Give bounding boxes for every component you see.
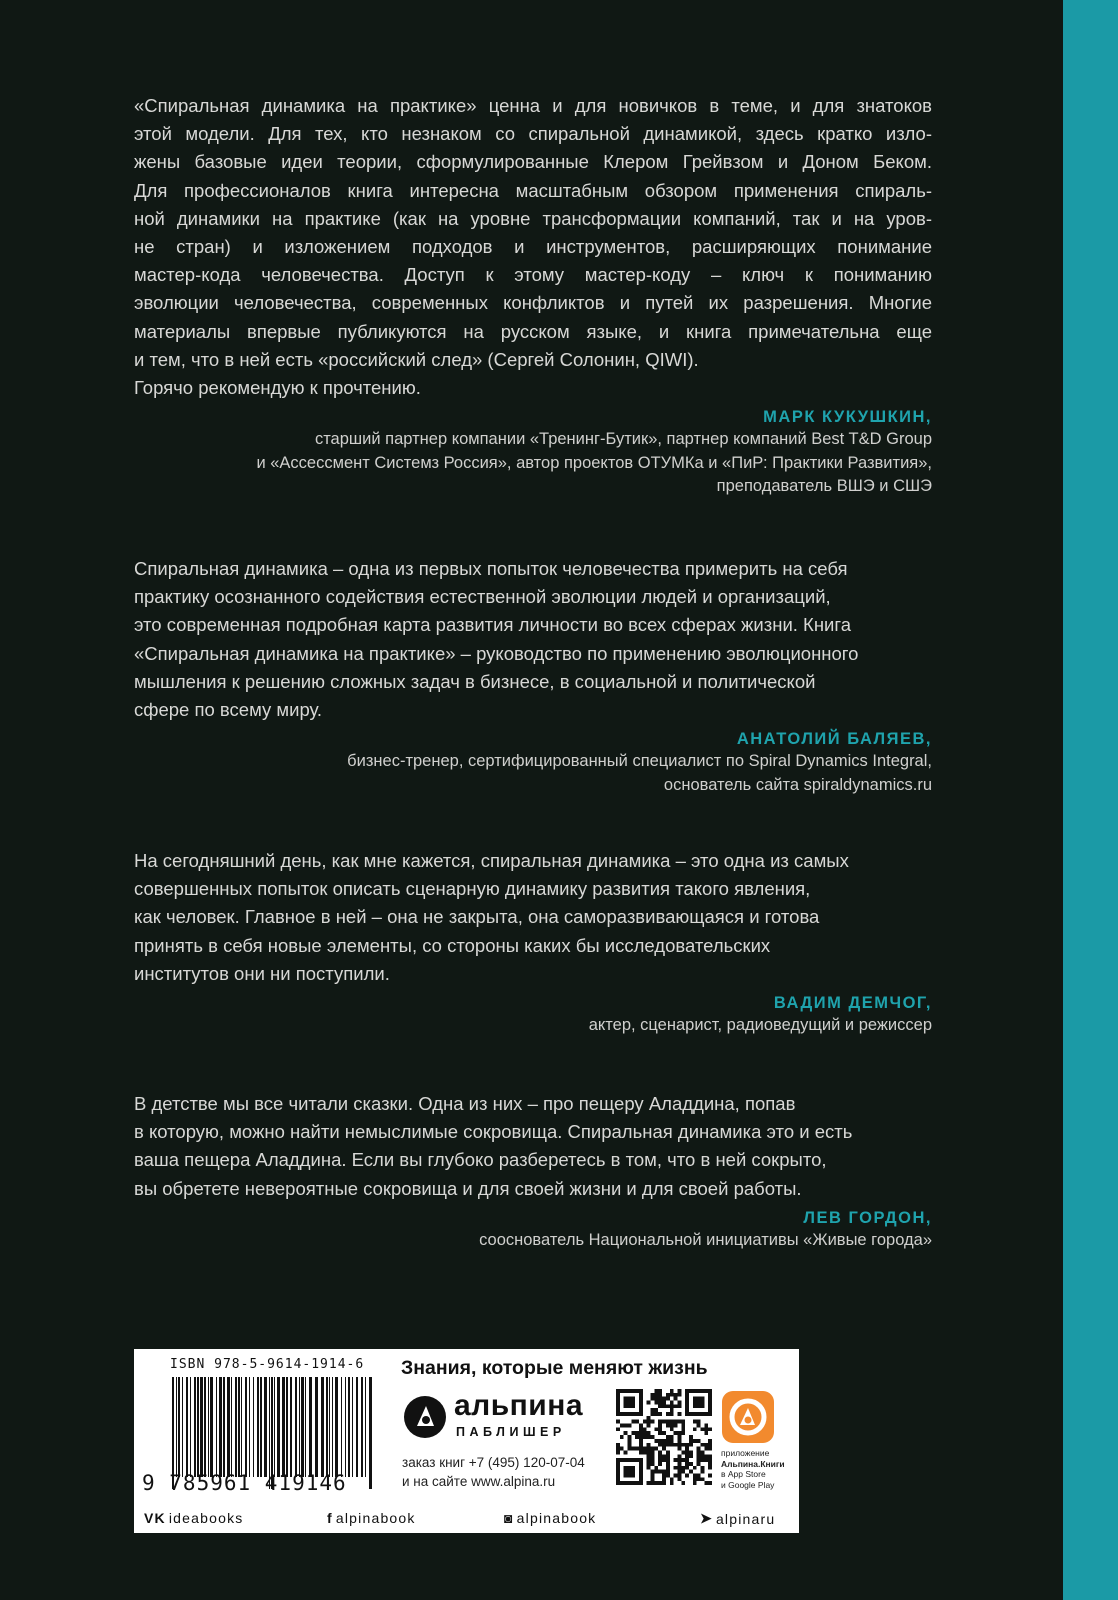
quote-author: ВАДИМ ДЕМЧОГ,: [773, 994, 932, 1013]
author-role: [134, 1014, 932, 1038]
quote-line: в которую, можно найти немыслимые сокровища. Спиральная динамика это и есть: [134, 1121, 853, 1143]
order-line: и на сайте www.alpina.ru: [402, 1474, 556, 1489]
social-label: alpinabook: [335, 1510, 416, 1526]
quote-line: не стран) и изложением подходов и инструментов, расширяющих понимание: [134, 236, 932, 258]
testimonial-2: [134, 555, 932, 797]
quote-line: ваша пещера Аладдина. Если вы глубоко разберетесь в том, что в ней сокрыто,: [134, 1149, 827, 1171]
alpina-logo-icon: [401, 1393, 449, 1441]
quote-line: практику осознанного содействия естественной эволюции людей и организаций,: [134, 586, 831, 608]
quote-line: и тем, что в ней есть «российский след» (Сергей Солонин, QIWI).: [134, 348, 699, 370]
quote-line: жены базовые идеи теории, сформулированные Клером Грейвзом и Доном Беком.: [134, 151, 932, 173]
author-role-line: и «Ассессмент Системз Россия», автор проектов ОТУМКа и «ПиР: Практики Развития»,: [256, 453, 932, 472]
order-info: [402, 1453, 585, 1491]
quote-line: институтов они ни поступили.: [134, 962, 390, 984]
quote-author: ЛЕВ ГОРДОН,: [803, 1208, 932, 1227]
quote-line: сфере по всему миру.: [134, 699, 323, 721]
alpina-app-icon: [722, 1391, 774, 1443]
publisher-name: альпина: [454, 1389, 584, 1422]
testimonial-4: [134, 1090, 932, 1252]
author-role-line: основатель сайта spiraldynamics.ru: [663, 775, 932, 794]
social-vk[interactable]: [144, 1510, 244, 1526]
quote-author: МАРК КУКУШКИН,: [763, 408, 932, 427]
quote-line: «Спиральная динамика на практике» – руководство по применению эволюционного: [134, 642, 859, 664]
quote-line: мышления к решению сложных задач в бизнесе, в социальной и политической: [134, 670, 816, 692]
social-facebook[interactable]: [327, 1510, 416, 1526]
app-line: приложение: [721, 1448, 770, 1458]
quote-line: На сегодняшний день, как мне кажется, спиральная динамика – это одна из самых: [134, 850, 849, 871]
quote-line: материалы впервые публикуются на русском языке, и книга примечательна еще: [134, 320, 932, 342]
publisher-slogan: Знания, которые меняют жизнь: [401, 1357, 708, 1379]
author-role-line: сооснователь Национальной инициативы «Живые города»: [479, 1230, 932, 1249]
social-telegram[interactable]: [700, 1510, 775, 1527]
social-label: ideabooks: [168, 1510, 244, 1526]
app-line: в App Store: [721, 1469, 766, 1479]
vk-icon: VK: [144, 1510, 166, 1526]
social-label: alpinabook: [516, 1510, 597, 1526]
quote-line: этой модели. Для тех, кто незнаком со спиральной динамикой, здесь кратко изло-: [134, 123, 932, 145]
quote-line: Спиральная динамика – одна из первых попыток человечества примерить на себя: [134, 558, 848, 579]
quote-line: ной динамики на практике (как на уровне трансформации компаний, так и на уров-: [134, 207, 932, 229]
author-role: [134, 428, 932, 499]
author-role-line: бизнес-тренер, сертифицированный специалист по Spiral Dynamics Integral,: [347, 752, 932, 771]
author-role: [134, 1229, 932, 1253]
quote-line: как человек. Главное в ней – она не закрыта, она саморазвивающаяся и готова: [134, 906, 820, 928]
social-label: alpinaru: [715, 1510, 776, 1527]
author-role: [134, 750, 932, 797]
order-line: заказ книг +7 (495) 120-07-04: [402, 1455, 585, 1470]
cover-spine: [1063, 0, 1118, 1600]
quote-line: мастер-кода человечества. Доступ к этому мастер-коду – ключ к пониманию: [134, 264, 932, 286]
app-icon: [722, 1391, 774, 1443]
quote-author: АНАТОЛИЙ БАЛЯЕВ,: [736, 730, 932, 749]
telegram-icon: ➤: [700, 1510, 713, 1526]
social-links: [134, 1506, 799, 1532]
quote-line: Для профессионалов книга интересна масштабным обзором применения спираль-: [134, 179, 932, 201]
quote-line: это современная подробная карта развития личности во всех сферах жизни. Книга: [134, 614, 852, 636]
quote-line: совершенных попыток описать сценарную динамику развития такого явления,: [134, 878, 811, 900]
quote-line: принять в себя новые элементы, со стороны каких бы исследовательских: [134, 934, 771, 956]
back-info-panel: [134, 1349, 799, 1533]
quote-line: Горячо рекомендую к прочтению.: [134, 377, 421, 399]
author-role-line: старший партнер компании «Тренинг-Бутик», партнер компаний Best T&D Group: [314, 430, 932, 449]
quote-line: вы обретете невероятные сокровища и для своей жизни и для своей работы.: [134, 1177, 802, 1199]
quote-line: В детстве мы все читали сказки. Одна из них – про пещеру Аладдина, попав: [134, 1093, 796, 1114]
publisher-subtitle: ПАБЛИШЕР: [456, 1425, 566, 1439]
testimonial-3: [134, 847, 932, 1038]
quote-line: «Спиральная динамика на практике» ценна и для новичков в теме, и для знатоков: [134, 95, 932, 116]
instagram-icon: ◙: [504, 1510, 514, 1526]
qr-code: [616, 1389, 712, 1485]
author-role-line: актер, сценарист, радиоведущий и режиссер: [588, 1016, 932, 1035]
app-line: Альпина.Книги: [721, 1458, 785, 1469]
barcode-digits: 9 785961 419146: [142, 1471, 347, 1495]
social-instagram[interactable]: [504, 1510, 596, 1526]
app-line: и Google Play: [721, 1479, 775, 1490]
author-role-line: преподаватель ВШЭ и СШЭ: [716, 477, 932, 496]
testimonial-1: [134, 92, 932, 499]
app-info: [721, 1448, 797, 1490]
quote-line: эволюции человечества, современных конфликтов и путей их разрешения. Многие: [134, 292, 932, 314]
facebook-icon: f: [327, 1510, 333, 1526]
isbn-text: ISBN 978-5-9614-1914-6: [170, 1357, 365, 1372]
